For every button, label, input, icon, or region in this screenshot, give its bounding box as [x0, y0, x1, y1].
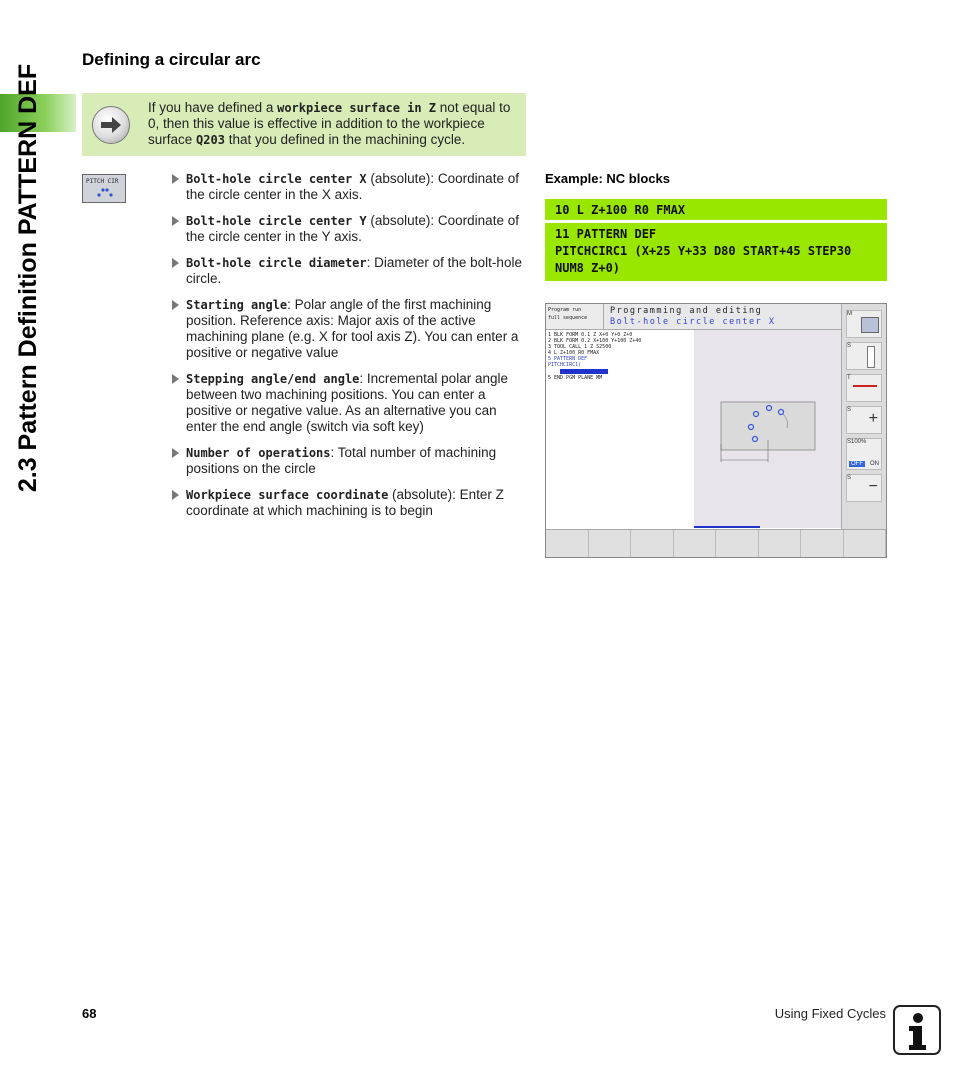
note-code-q203: Q203	[196, 133, 225, 147]
pitch-cir-softkey[interactable]: PITCH CIR	[82, 174, 126, 203]
softkey	[759, 530, 802, 557]
softkey	[631, 530, 674, 557]
screen-mode: Program run full sequence	[546, 304, 604, 330]
softkey	[801, 530, 844, 557]
section-heading: Defining a circular arc	[82, 50, 261, 69]
note-code-workpiece-surface: workpiece surface in Z	[277, 101, 437, 115]
nc-block-2: 11 PATTERN DEF PITCHCIRC1 (X+25 Y+33 D80 START+45 STEP30 NUM8 Z+0)	[545, 223, 887, 281]
spindle-plus: S +	[846, 406, 882, 434]
softkey-row	[546, 529, 886, 557]
status-panel	[841, 304, 886, 532]
param-number-operations: Number of operations: Total number of machining positions on the circle	[172, 445, 527, 477]
info-icon	[893, 1005, 941, 1055]
pitch-circle-icon	[95, 187, 115, 199]
param-workpiece-surface: Workpiece surface coordinate (absolute): Enter Z coordinate at which machining is to begin	[172, 487, 527, 519]
softkey	[844, 530, 887, 557]
softkey	[716, 530, 759, 557]
parameter-list	[172, 171, 527, 529]
screen-header: Programming and editing Bolt-hole circle center X	[604, 304, 842, 330]
softkey	[589, 530, 632, 557]
param-center-y: Bolt-hole circle center Y (absolute): Coordinate of the circle center in the Y axis.	[172, 213, 527, 245]
tool-t: T	[846, 374, 882, 402]
param-center-x: Bolt-hole circle center X (absolute): Coordinate of the circle center in the X axis.	[172, 171, 527, 203]
machine-function-m: M	[846, 310, 882, 338]
param-starting-angle: Starting angle: Polar angle of the first machining position. Reference axis: Major axis of the active machining plane (e.g. X for tool axis Z). You can enter a positive or negative value	[172, 297, 527, 361]
example-label: Example: NC blocks	[545, 171, 670, 186]
spindle-s: S	[846, 342, 882, 370]
param-diameter: Bolt-hole circle diameter: Diameter of the bolt-hole circle.	[172, 255, 527, 287]
footer-chapter: Using Fixed Cycles	[774, 1006, 886, 1021]
spindle-override: S100% OFF ON	[846, 438, 882, 470]
note-box	[82, 93, 526, 156]
param-stepping-angle: Stepping angle/end angle: Incremental polar angle between two machining positions. You can enter a positive or negative value. As an alternative you can enter the end angle (switch via soft key)	[172, 371, 527, 435]
softkey	[674, 530, 717, 557]
graphics-window	[694, 330, 842, 528]
program-listing: 1 BLK FORM 0.1 Z X+0 Y+0 Z+0 2 BLK FORM 0.2 X+100 Y+100 Z+40 3 TOOL CALL 1 Z S2500 4 L Z+100 R0 FMAX 5 PATTERN DEF PITCHCIRC1( 5 END PGM PLANE MM	[546, 330, 694, 528]
spindle-minus: S −	[846, 474, 882, 502]
page-number: 68	[82, 1006, 97, 1021]
section-sidebar-title: 2.3 Pattern Definition PATTERN DEF	[14, 63, 42, 493]
control-screenshot	[545, 303, 887, 558]
arrow-right-icon	[92, 106, 130, 144]
softkey	[546, 530, 589, 557]
note-text: If you have defined a workpiece surface in Z not equal to 0, then this value is effective in addition to the workpiece surface Q203 that you defined in the machining cycle.	[148, 100, 511, 147]
nc-block-1: 10 L Z+100 R0 FMAX	[545, 199, 887, 220]
